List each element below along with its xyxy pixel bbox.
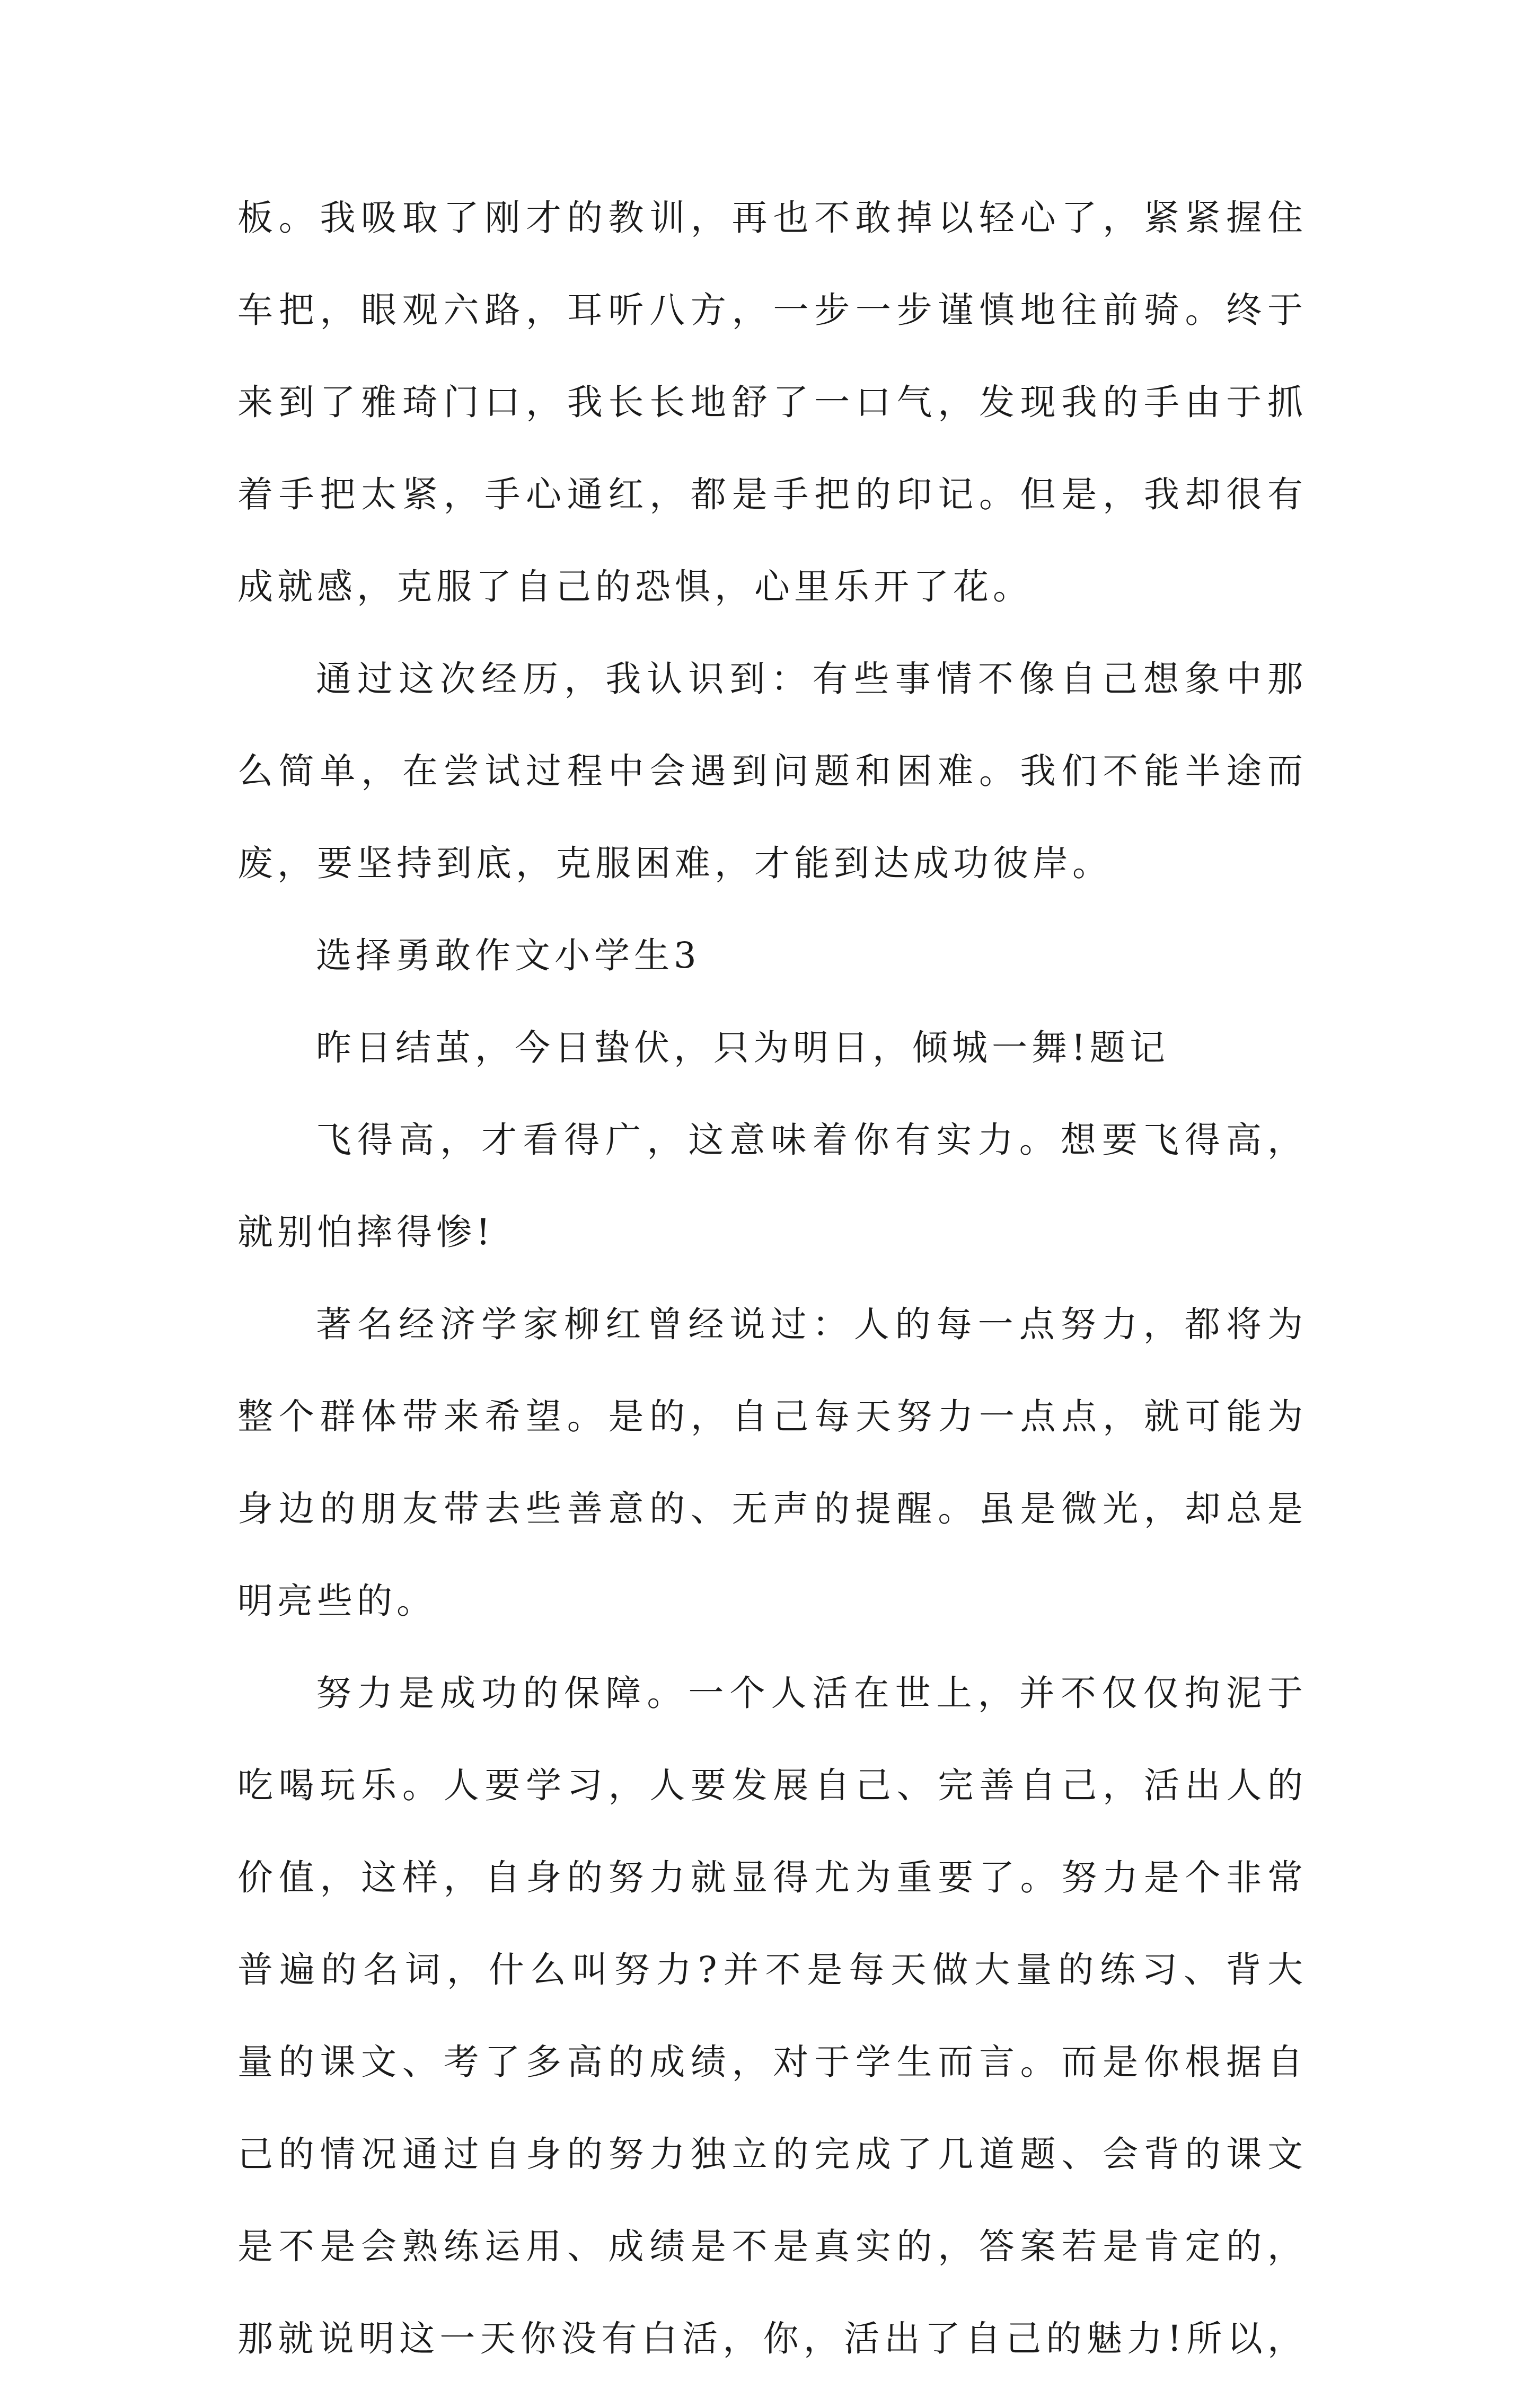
paragraph-first-line: 飞得高，才看得广，这意味着你有实力。想要飞得高， (316, 1119, 1303, 1161)
paragraph-first-line: 努力是成功的保障。一个人活在世上，并不仅仅拘泥于 (316, 1672, 1303, 1714)
section-heading: 选择勇敢作文小学生3 (316, 935, 701, 976)
text-line: 着手把太紧，手心通红，都是手把的印记。但是，我却很有 (237, 474, 1303, 515)
text-line: 是不是会熟练运用、成绩是不是真实的，答案若是肯定的， (237, 2226, 1303, 2267)
text-line: 吃喝玩乐。人要学习，人要发展自己、完善自己，活出人的 (237, 1765, 1303, 1806)
epigraph-line: 昨日结茧，今日蛰伏，只为明日，倾城一舞!题记 (316, 1027, 1169, 1068)
text-line: 么简单，在尝试过程中会遇到问题和困难。我们不能半途而 (237, 750, 1303, 792)
text-line: 整个群体带来希望。是的，自己每天努力一点点，就可能为 (237, 1396, 1303, 1437)
paragraph-first-line: 通过这次经历，我认识到：有些事情不像自己想象中那 (316, 658, 1303, 700)
text-line: 车把，眼观六路，耳听八方，一步一步谨慎地往前骑。终于 (237, 289, 1303, 331)
text-line: 就别怕摔得惨! (237, 1211, 495, 1253)
text-line: 普遍的名词，什么叫努力?并不是每天做大量的练习、背大 (237, 1949, 1303, 1990)
text-line: 身边的朋友带去些善意的、无声的提醒。虽是微光，却总是 (237, 1488, 1303, 1529)
document-body (237, 195, 1303, 2408)
text-line: 那就说明这一天你没有白活，你，活出了自己的魅力!所以， (237, 2318, 1303, 2359)
paragraph-first-line: 著名经济学家柳红曾经说过：人的每一点努力，都将为 (316, 1304, 1303, 1345)
text-line: 废，要坚持到底，克服困难，才能到达成功彼岸。 (237, 843, 1112, 884)
text-line: 明亮些的。 (237, 1580, 436, 1622)
text-line: 价值，这样，自身的努力就显得尤为重要了。努力是个非常 (237, 1857, 1303, 1898)
text-line: 己的情况通过自身的努力独立的完成了几道题、会背的课文 (237, 2133, 1303, 2175)
text-line: 成就感，克服了自己的恐惧，心里乐开了花。 (237, 566, 1033, 607)
text-line: 板。我吸取了刚才的教训，再也不敢掉以轻心了，紧紧握住 (237, 197, 1303, 238)
text-line: 量的课文、考了多高的成绩，对于学生而言。而是你根据自 (237, 2041, 1303, 2083)
text-line: 来到了雅琦门口，我长长地舒了一口气，发现我的手由于抓 (237, 382, 1303, 423)
